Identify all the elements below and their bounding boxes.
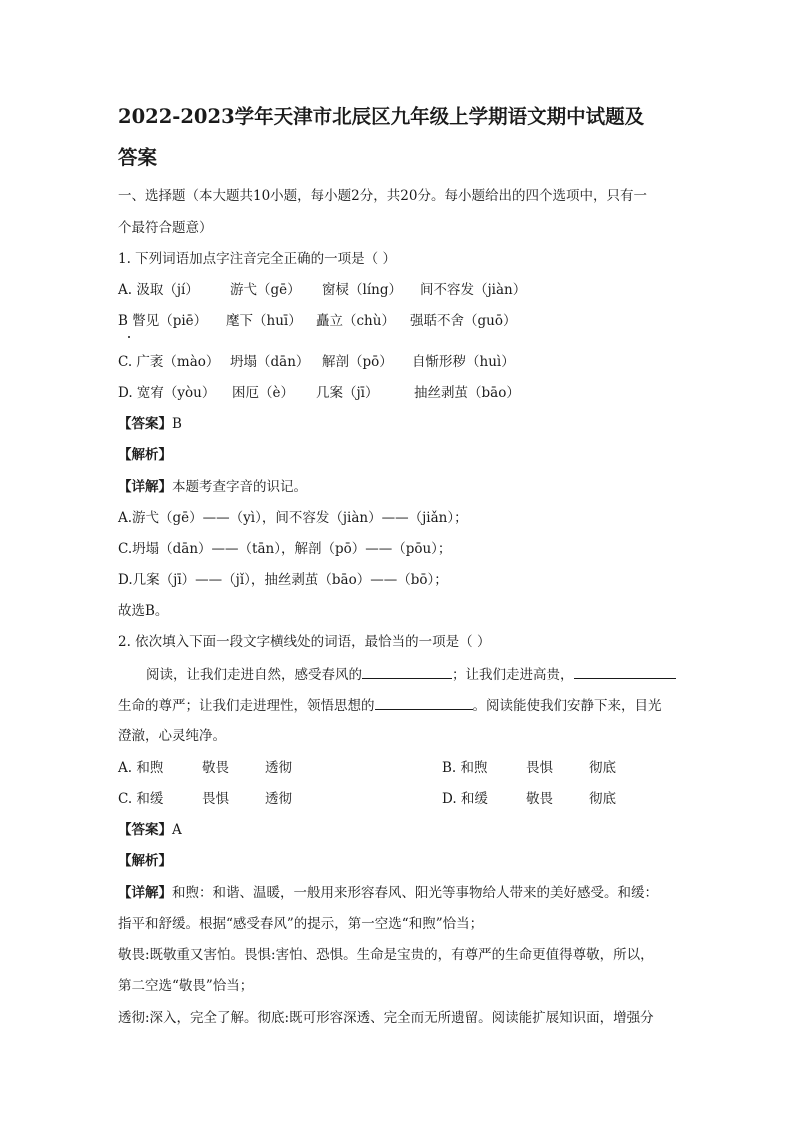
q1-explain-line-a: A.游弋（gē）——（yì），间不容发（jiàn）——（jiǎn）；	[118, 510, 468, 526]
q2-detail-line-1	[118, 883, 658, 903]
q2-detail-text-1: 和煦：和谐、温暖，一般用来形容春风、阳光等事物给人带来的美好感受。和缓：	[172, 885, 658, 901]
q1-c-item-1: C. 广袤（mào）	[118, 354, 220, 370]
q2-analysis-label: 【解析】	[118, 853, 172, 869]
q1-conclusion: 故选B。	[118, 603, 169, 619]
q2-detail-line-4: 第二空选“敬畏”恰当；	[118, 978, 254, 994]
q1-answer-value: B	[172, 416, 182, 432]
q2-passage-line-2	[118, 695, 662, 716]
q1-c-item-2: 坍塌（dān）	[230, 354, 310, 370]
q2-passage-line-1	[146, 664, 676, 685]
q1-analysis-label: 【解析】	[118, 447, 172, 463]
q2-d-item-2: 敬畏	[526, 791, 553, 807]
q2-option-b	[442, 758, 616, 778]
q1-a-item-1: A. 汲取（jí）	[118, 282, 199, 298]
q1-d-item-1: D. 宽宥（yòu）	[118, 385, 216, 401]
page-title-line-2: 答案	[118, 146, 158, 169]
q1-b-item-4: 强聒不舍（guō）	[410, 313, 517, 329]
q2-d-item-1: D. 和缓	[442, 791, 488, 807]
q1-explain-line-d: D.几案（jī）——（jǐ），抽丝剥茧（bāo）——（bō）；	[118, 572, 448, 588]
q2-passage-part-4: 。阅读能使我们安静下来，目光	[472, 698, 662, 714]
q1-stem: 1. 下列词语加点字注音完全正确的一项是（ ）	[118, 251, 396, 267]
q2-option-a	[118, 758, 292, 778]
q2-detail-line-5: 透彻:深入，完全了解。彻底:既可形容深透、完全而无所遗留。阅读能扩展知识面，增强分	[118, 1010, 654, 1026]
q2-c-item-3: 透彻	[265, 791, 292, 807]
q2-detail-line-2: 指平和舒缓。根据“感受春风”的提示，第一空选“和煦”恰当；	[118, 916, 484, 932]
q1-a-item-3: 窗棂（líng）	[322, 282, 402, 298]
section-heading-line-1: 一、选择题（本大题共10小题，每小题2分，共20分。每小题给出的四个选项中，只有一	[118, 188, 647, 204]
q1-detail-text: 本题考查字音的识记。	[172, 479, 307, 495]
q1-explain-line-c: C.坍塌（dān）——（tān），解剖（pō）——（pōu）；	[118, 541, 452, 557]
q2-a-item-3: 透彻	[265, 760, 292, 776]
section-heading-line-2: 个最符合题意）	[118, 220, 213, 236]
q1-option-b	[118, 311, 516, 331]
q2-blank-3	[375, 695, 473, 710]
q1-c-item-3: 解剖（pō）	[322, 354, 393, 370]
q1-option-c	[118, 352, 515, 372]
q2-answer	[118, 820, 182, 840]
emphasis-dot	[128, 336, 130, 338]
q1-option-a	[118, 280, 526, 300]
q2-detail-line-3: 敬畏:既敬重又害怕。畏惧:害怕、恐惧。生命是宝贵的，有尊严的生命更值得尊敬，所以，	[118, 947, 654, 963]
q2-answer-label: 【答案】	[118, 822, 172, 838]
q1-detail	[118, 477, 307, 497]
q2-option-d	[442, 789, 616, 809]
q2-a-item-2: 敬畏	[202, 760, 229, 776]
q2-passage-line-3: 澄澈，心灵纯净。	[118, 728, 226, 744]
q1-d-item-4: 抽丝剥茧（bāo）	[414, 385, 520, 401]
q2-option-c	[118, 789, 292, 809]
q2-detail-label: 【详解】	[118, 885, 172, 901]
q2-stem: 2. 依次填入下面一段文字横线处的词语，最恰当的一项是（ ）	[118, 634, 491, 650]
q1-b-item-3: 矗立（chù）	[316, 313, 395, 329]
q2-a-item-1: A. 和煦	[118, 760, 164, 776]
q1-d-item-3: 几案（jī）	[316, 385, 379, 401]
q1-d-item-2: 困厄（è）	[232, 385, 294, 401]
q1-answer-label: 【答案】	[118, 416, 172, 432]
page-title-line-1: 2022-2023学年天津市北辰区九年级上学期语文期中试题及	[118, 105, 645, 128]
q1-c-item-4: 自惭形秽（huì）	[412, 354, 515, 370]
q2-blank-2	[574, 664, 676, 679]
q2-passage-part-2: ；让我们走进高贵，	[452, 667, 574, 683]
q1-answer	[118, 414, 182, 434]
q2-blank-1	[362, 664, 452, 679]
q2-b-item-2: 畏惧	[526, 760, 553, 776]
q1-a-item-2: 游弋（gē）	[230, 282, 301, 298]
q2-c-item-2: 畏惧	[202, 791, 229, 807]
q2-answer-value: A	[172, 822, 182, 838]
q1-a-item-4: 间不容发（jiàn）	[420, 282, 527, 298]
q2-b-item-1: B. 和煦	[442, 760, 488, 776]
q2-c-item-1: C. 和缓	[118, 791, 164, 807]
q1-option-d	[118, 383, 520, 403]
q2-passage-part-1: 阅读，让我们走进自然，感受春风的	[146, 667, 362, 683]
q2-d-item-3: 彻底	[589, 791, 616, 807]
q2-passage-part-3: 生命的尊严；让我们走进理性，领悟思想的	[118, 698, 375, 714]
q1-b-item-1: B 瞥见（piē）	[118, 313, 208, 329]
q1-detail-label: 【详解】	[118, 479, 172, 495]
q2-b-item-3: 彻底	[589, 760, 616, 776]
q1-b-item-2: 麾下（huī）	[226, 313, 302, 329]
